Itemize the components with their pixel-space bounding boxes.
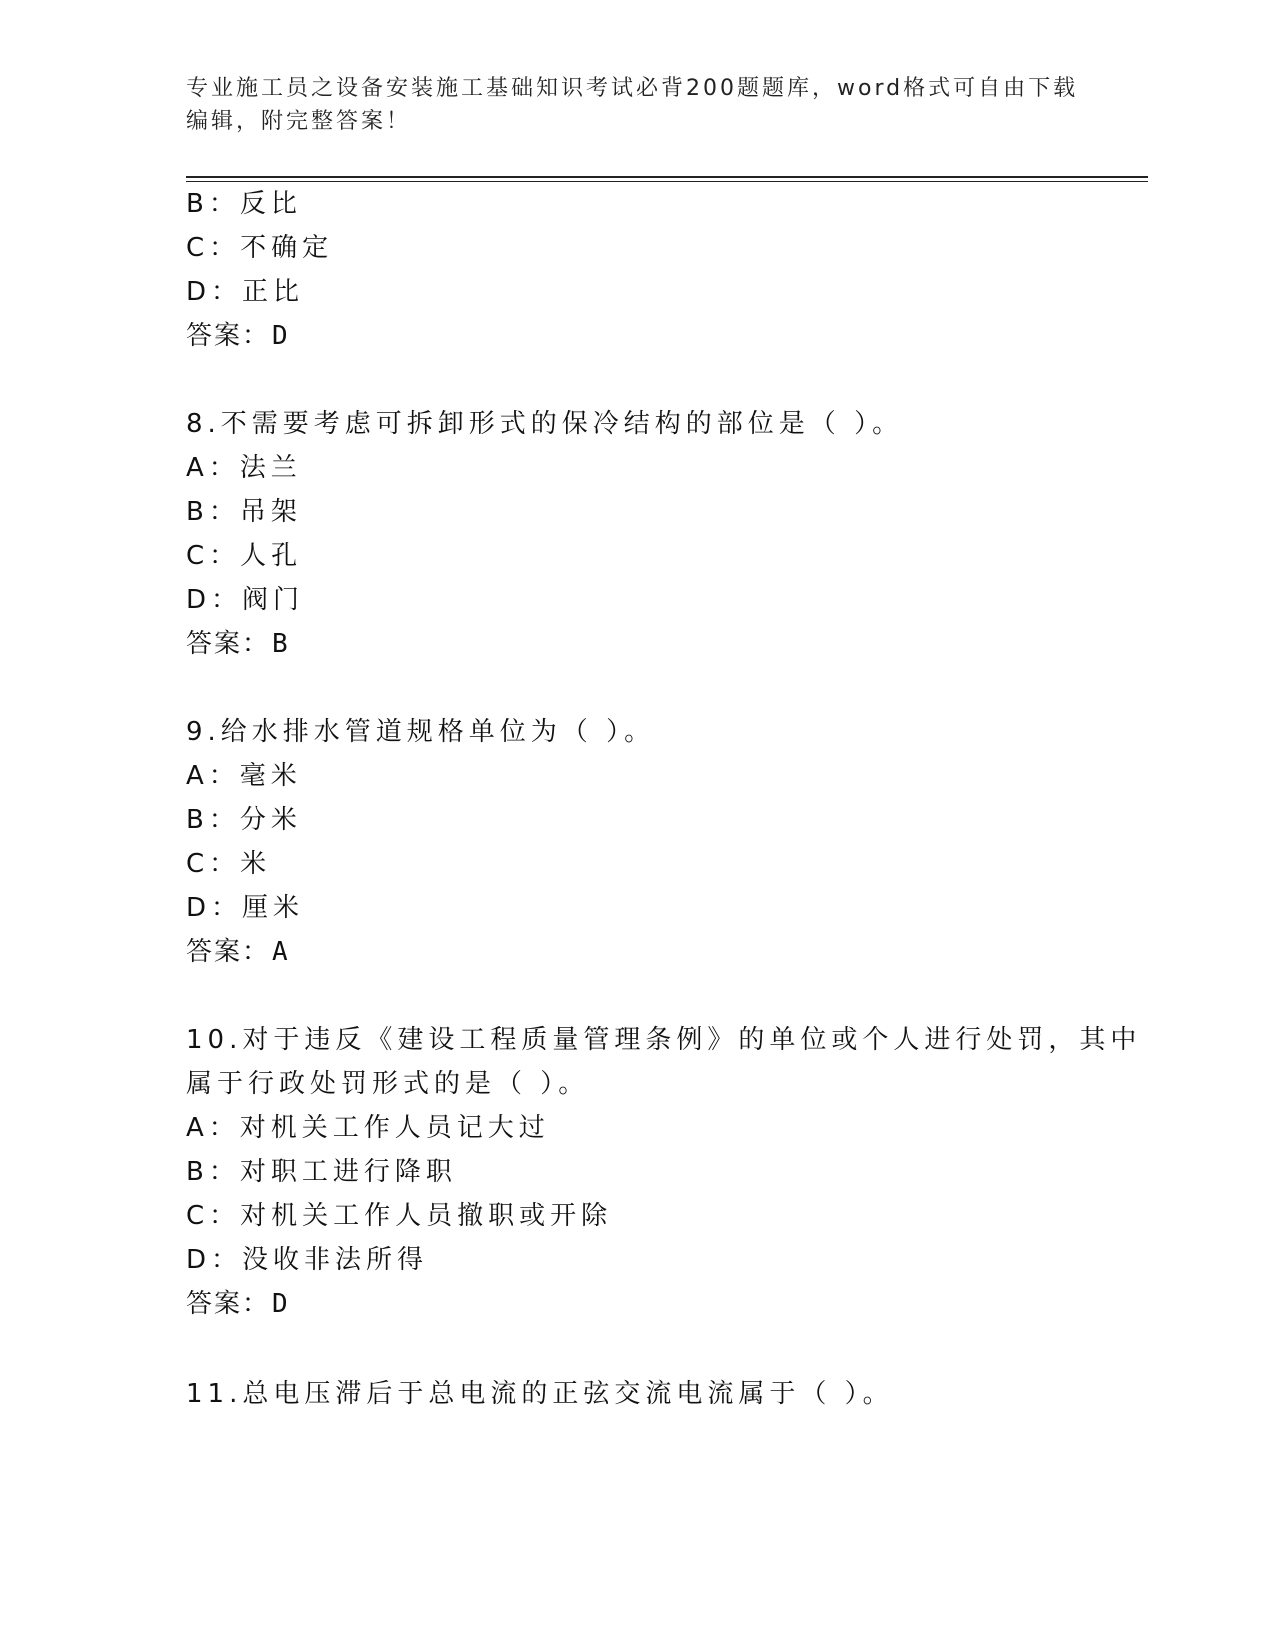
q9-option-d: D：厘米 [186, 893, 305, 923]
q9-option-b: B：分米 [186, 805, 302, 835]
q8-option-b: B：吊架 [186, 497, 302, 527]
header-title-line-1: 专业施工员之设备安装施工基础知识考试必背200题题库，word格式可自由下载 [186, 76, 1079, 101]
answer-label: 答案： [186, 321, 271, 351]
header-divider-thick [186, 176, 1148, 178]
answer-value: D [272, 1289, 290, 1319]
q10-answer [186, 1288, 290, 1320]
q10-option-c: C：对机关工作人员撤职或开除 [186, 1201, 613, 1231]
q10-option-b: B：对职工进行降职 [186, 1157, 457, 1187]
q7-option-d: D：正比 [186, 277, 305, 307]
header-title-line-2: 编辑，附完整答案！ [186, 109, 412, 134]
answer-value: B [272, 629, 290, 659]
q8-question: 8.不需要考虑可拆卸形式的保冷结构的部位是（ ）。 [186, 409, 904, 439]
answer-value: A [272, 937, 290, 967]
q10-option-d: D：没收非法所得 [186, 1245, 429, 1275]
q8-option-c: C：人孔 [186, 541, 303, 571]
answer-label: 答案： [186, 1289, 271, 1319]
q10-question-line-1: 10.对于违反《建设工程质量管理条例》的单位或个人进行处罚，其中 [186, 1025, 1142, 1055]
q7-answer [186, 320, 290, 352]
q8-answer [186, 628, 290, 660]
q7-option-b: B：反比 [186, 189, 302, 219]
answer-label: 答案： [186, 629, 271, 659]
q9-question: 9.给水排水管道规格单位为（ ）。 [186, 717, 656, 747]
q8-option-a: A：法兰 [186, 453, 302, 483]
q10-option-a: A：对机关工作人员记大过 [186, 1113, 550, 1143]
answer-value: D [272, 321, 290, 351]
q9-option-c: C：米 [186, 849, 272, 879]
answer-label: 答案： [186, 937, 271, 967]
document-header [186, 72, 1086, 138]
q9-option-a: A：毫米 [186, 761, 302, 791]
q8-option-d: D：阀门 [186, 585, 305, 615]
q7-option-c: C：不确定 [186, 233, 334, 263]
q10-question-line-2: 属于行政处罚形式的是（ ）。 [186, 1069, 590, 1099]
q11-question: 11.总电压滞后于总电流的正弦交流电流属于（ ）。 [186, 1379, 894, 1409]
header-divider-thin [186, 181, 1148, 182]
q9-answer [186, 936, 290, 968]
